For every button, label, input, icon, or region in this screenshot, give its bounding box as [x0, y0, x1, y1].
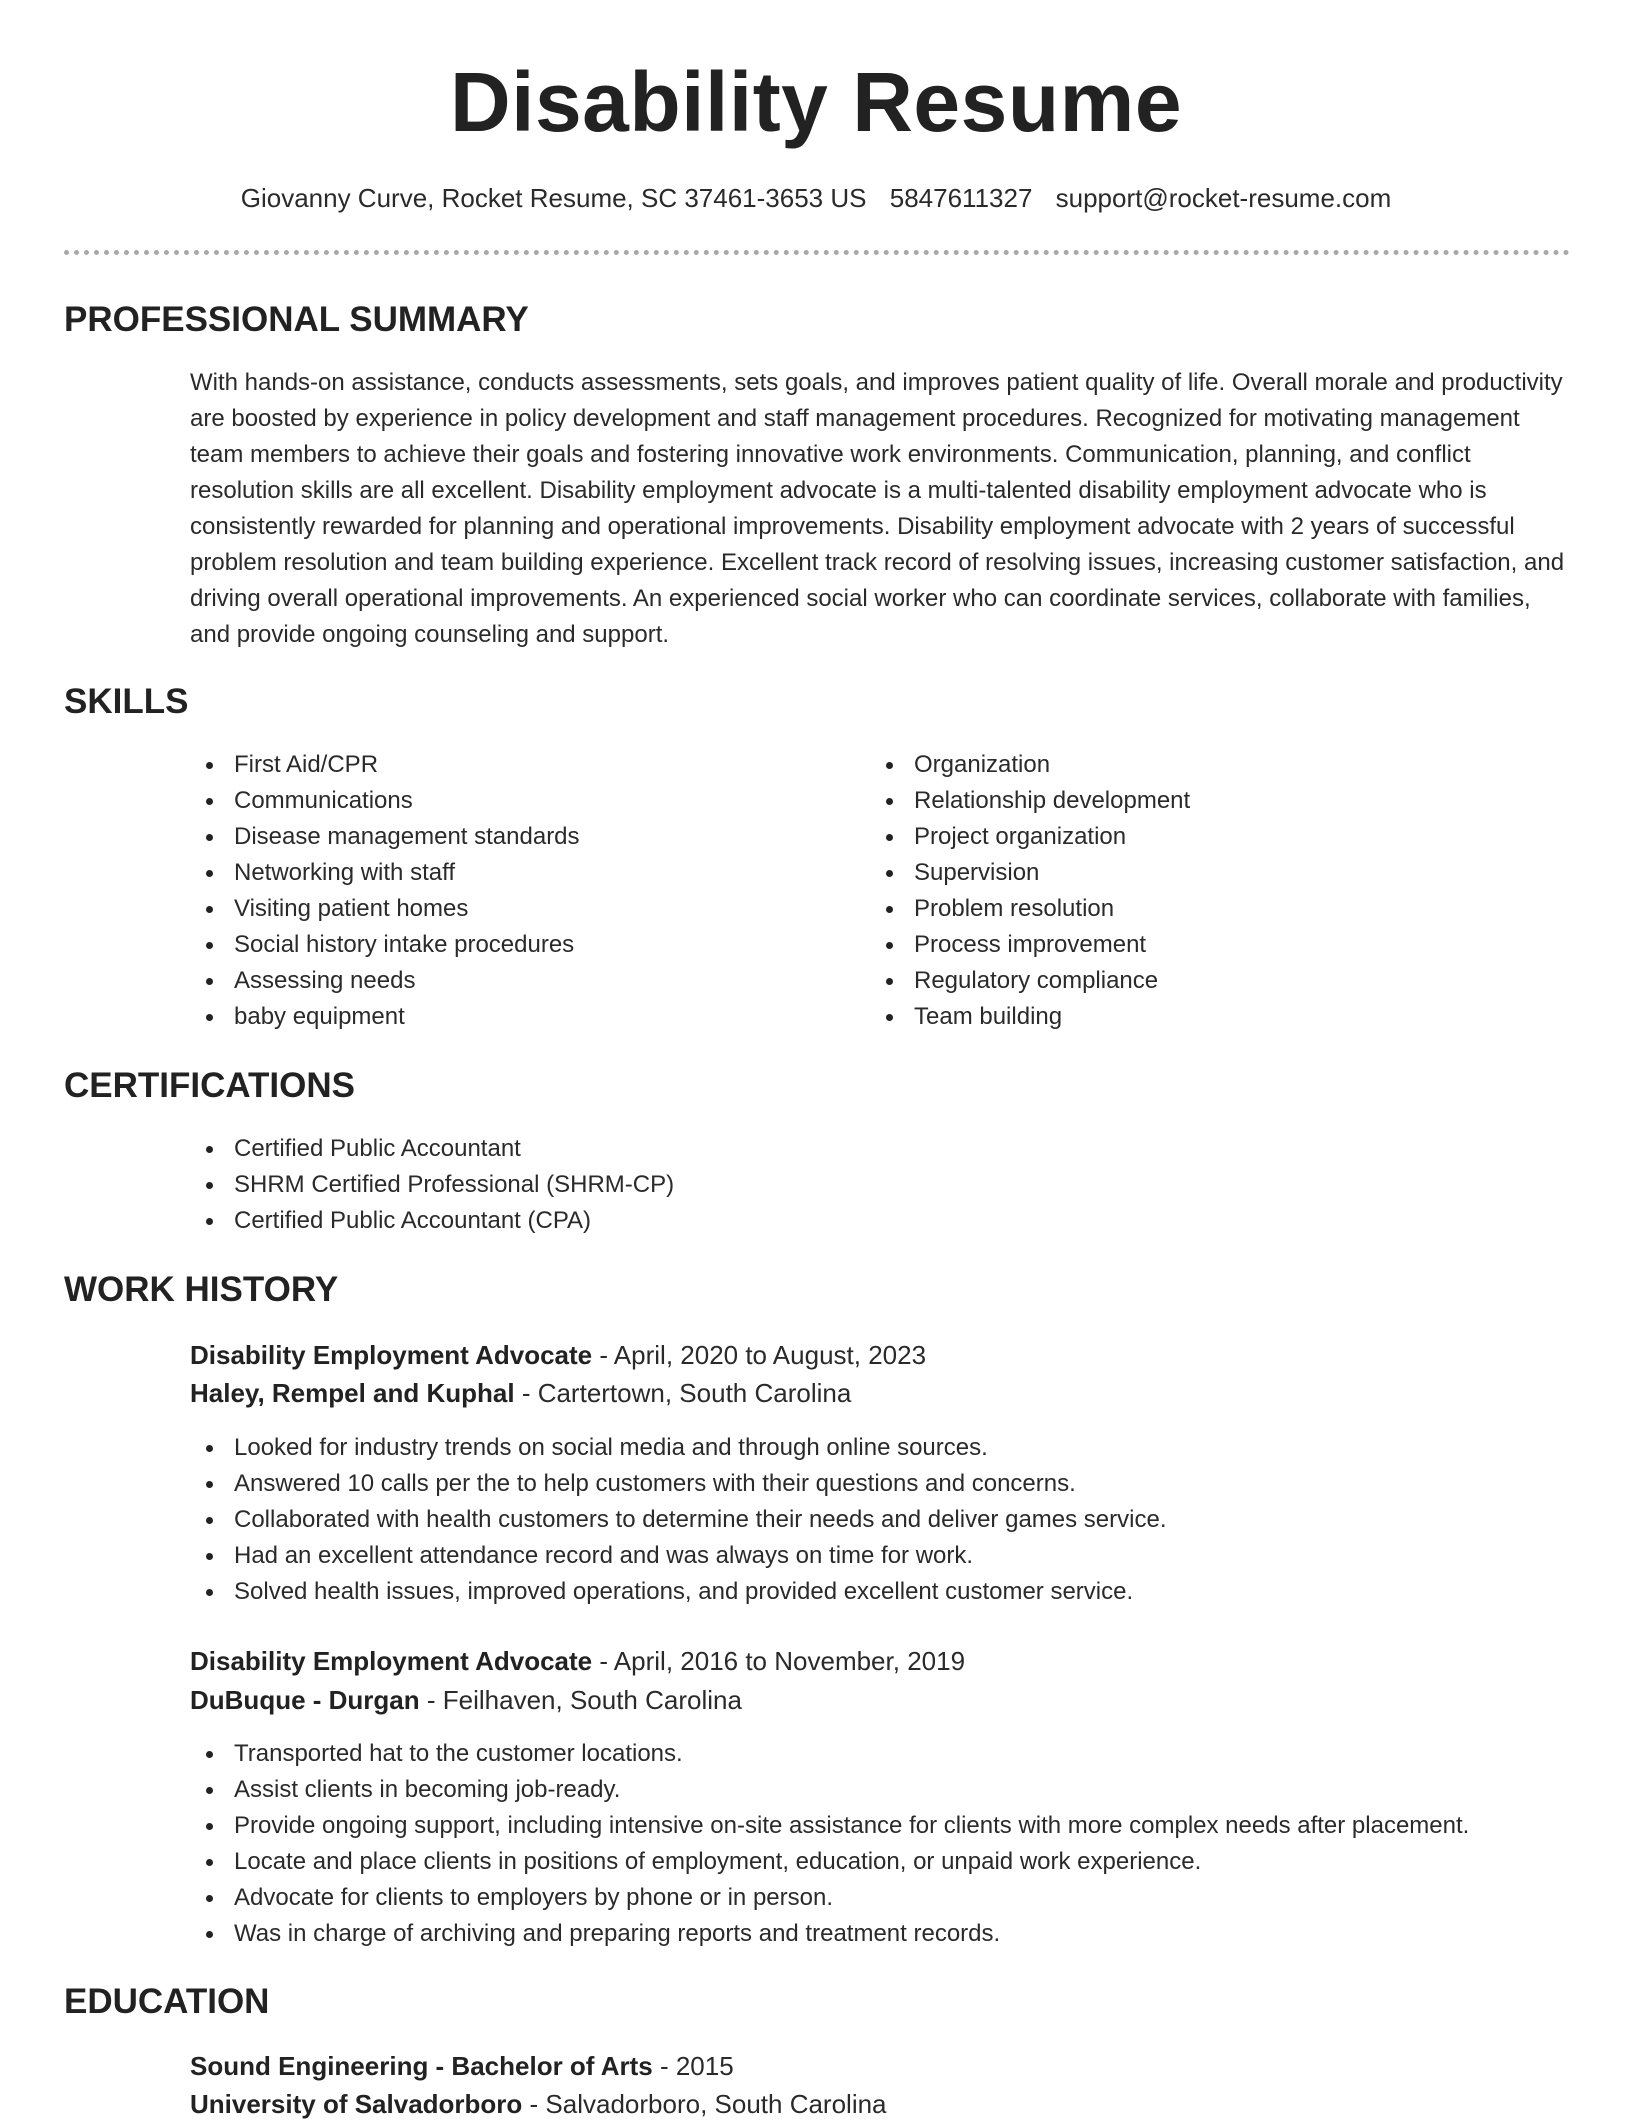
- list-item: Social history intake procedures: [190, 927, 830, 963]
- education-school-line: [190, 2085, 887, 2123]
- list-item: Visiting patient homes: [190, 891, 830, 927]
- list-item: Supervision: [870, 855, 1510, 891]
- list-item: First Aid/CPR: [190, 747, 830, 783]
- list-item: Transported hat to the customer locations.: [190, 1736, 1590, 1772]
- skills-list-right: [870, 747, 1510, 1035]
- education-school: University of Salvadorboro: [190, 2089, 523, 2119]
- list-item: Certified Public Accountant: [190, 1131, 1570, 1167]
- job-company: Haley, Rempel and Kuphal: [190, 1378, 515, 1408]
- contact-phone: 5847611327: [889, 183, 1033, 213]
- list-item: SHRM Certified Professional (SHRM-CP): [190, 1167, 1570, 1203]
- resume-title: Disability Resume: [449, 55, 1183, 149]
- job-title-line: [190, 1336, 926, 1374]
- job-company-line: [190, 1374, 851, 1412]
- list-item: Answered 10 calls per the to help customers with their questions and concerns.: [190, 1466, 1570, 1502]
- list-item: Advocate for clients to employers by phone or in person.: [190, 1880, 1590, 1916]
- skills-list-left: [190, 747, 830, 1035]
- header-divider: [64, 250, 1570, 255]
- summary-heading: PROFESSIONAL SUMMARY: [64, 300, 529, 339]
- list-item: Had an excellent attendance record and was always on time for work.: [190, 1538, 1570, 1574]
- education-location: - Salvadorboro, South Carolina: [522, 2089, 887, 2119]
- list-item: Certified Public Accountant (CPA): [190, 1203, 1570, 1239]
- job-dates: - April, 2016 to November, 2019: [592, 1646, 966, 1676]
- list-item: Team building: [870, 999, 1510, 1035]
- list-item: Relationship development: [870, 783, 1510, 819]
- job-company-line: [190, 1681, 742, 1719]
- education-year: - 2015: [652, 2051, 734, 2081]
- job-title: Disability Employment Advocate: [190, 1646, 593, 1676]
- summary-text: With hands-on assistance, conducts assessments, sets goals, and improves patient quality of life. Overall morale and productivity are boosted by experience in policy development and staff management procedures. Recognized for motivating management team members to achieve their goals and fostering innovative work environments. Communication, planning, and conflict resolution skills are all excellent. Disability employment advocate is a multi-talented disability employment advocate who is consistently rewarded for planning and operational improvements. Disability employment advocate with 2 years of successful problem resolution and team building experience. Excellent track record of resolving issues, increasing customer satisfaction, and driving overall operational improvements. An experienced social worker who can coordinate services, collaborate with families, and provide ongoing counseling and support.: [190, 369, 1565, 648]
- list-item: Solved health issues, improved operations, and provided excellent customer service.: [190, 1574, 1570, 1610]
- job-title-line: [190, 1642, 965, 1680]
- job-company: DuBuque - Durgan: [190, 1685, 420, 1715]
- contact-email: support@rocket-resume.com: [1055, 183, 1392, 213]
- job-dates: - April, 2020 to August, 2023: [592, 1340, 927, 1370]
- list-item: Disease management standards: [190, 819, 830, 855]
- list-item: Provide ongoing support, including intensive on-site assistance for clients with more complex needs after placement.: [190, 1808, 1590, 1844]
- certifications-heading: CERTIFICATIONS: [64, 1066, 356, 1105]
- education-heading: EDUCATION: [64, 1982, 270, 2021]
- list-item: Locate and place clients in positions of employment, education, or unpaid work experience.: [190, 1844, 1590, 1880]
- list-item: baby equipment: [190, 999, 830, 1035]
- list-item: Assessing needs: [190, 963, 830, 999]
- contact-address: Giovanny Curve, Rocket Resume, SC 37461-3653 US: [240, 183, 867, 213]
- list-item: Was in charge of archiving and preparing reports and treatment records.: [190, 1916, 1590, 1952]
- list-item: Networking with staff: [190, 855, 830, 891]
- list-item: Project organization: [870, 819, 1510, 855]
- list-item: Assist clients in becoming job-ready.: [190, 1772, 1590, 1808]
- job-location: - Cartertown, South Carolina: [514, 1378, 852, 1408]
- list-item: Organization: [870, 747, 1510, 783]
- contact-line: [0, 180, 1632, 216]
- list-item: Looked for industry trends on social media and through online sources.: [190, 1430, 1570, 1466]
- job-title: Disability Employment Advocate: [190, 1340, 593, 1370]
- job-bullets: [190, 1736, 1590, 1952]
- list-item: Regulatory compliance: [870, 963, 1510, 999]
- education-degree: Sound Engineering - Bachelor of Arts: [190, 2051, 653, 2081]
- education-degree-line: [190, 2047, 734, 2085]
- job-location: - Feilhaven, South Carolina: [419, 1685, 742, 1715]
- list-item: Process improvement: [870, 927, 1510, 963]
- job-bullets: [190, 1430, 1570, 1610]
- list-item: Communications: [190, 783, 830, 819]
- skills-heading: SKILLS: [64, 682, 189, 721]
- certifications-list: [190, 1131, 1570, 1239]
- list-item: Problem resolution: [870, 891, 1510, 927]
- list-item: Collaborated with health customers to determine their needs and deliver games service.: [190, 1502, 1570, 1538]
- work-history-heading: WORK HISTORY: [64, 1270, 339, 1309]
